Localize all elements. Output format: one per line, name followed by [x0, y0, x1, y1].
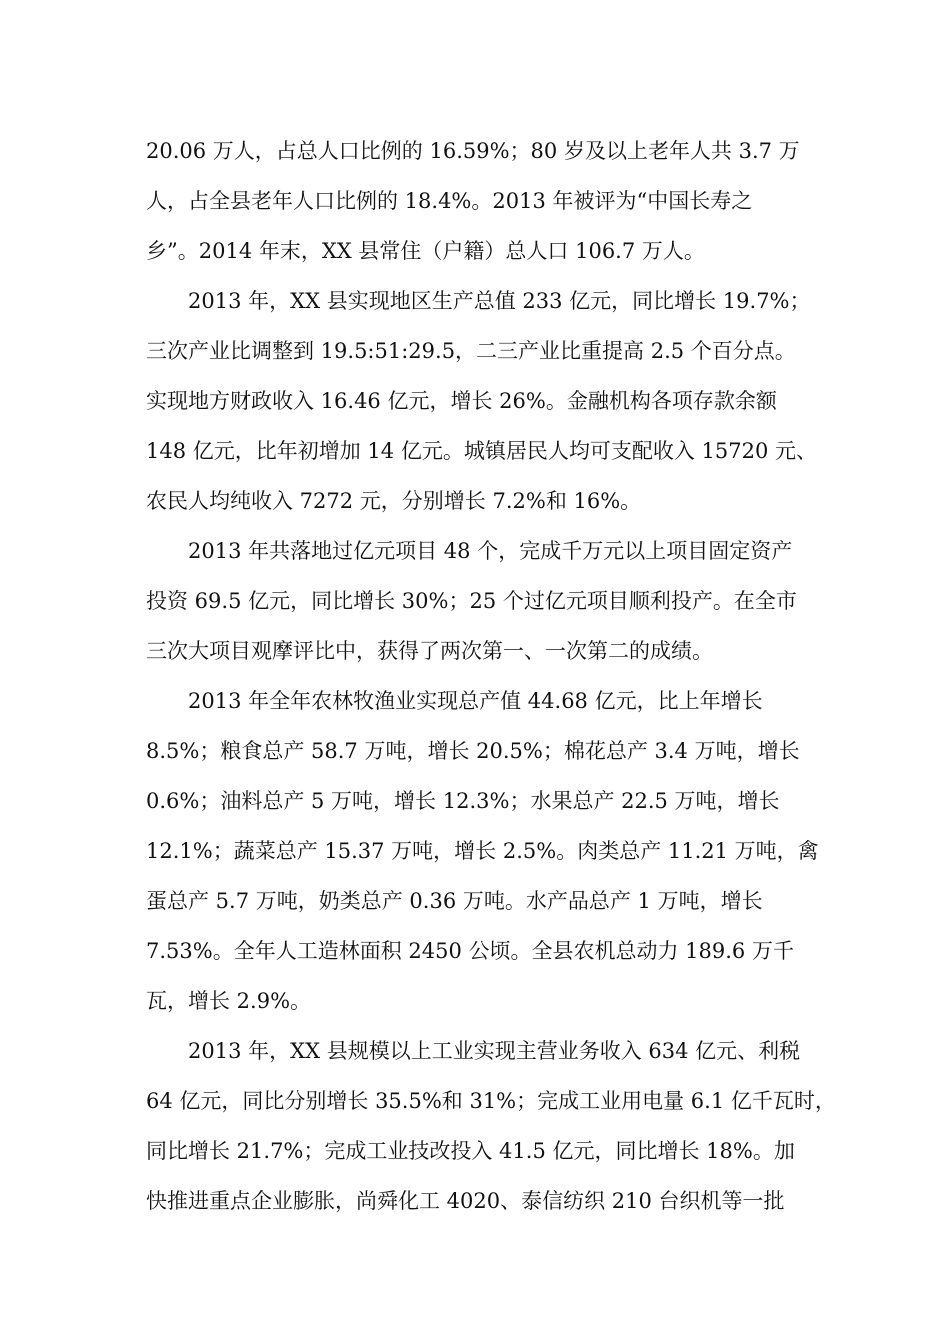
- text-line: 12.1%；蔬菜总产 15.37 万吨，增长 2.5%。肉类总产 11.21 万吨，禽: [146, 839, 819, 863]
- text-line: 三次产业比调整到 19.5:51:29.5，二三产业比重提高 2.5 个百分点。: [146, 339, 796, 363]
- text-line: 蛋总产 5.7 万吨，奶类总产 0.36 万吨。水产品总产 1 万吨，增长: [146, 889, 763, 913]
- text-line: 农民人均纯收入 7272 元，分别增长 7.2%和 16%。: [146, 489, 642, 513]
- text-line: 三次大项目观摩评比中，获得了两次第一、一次第二的成绩。: [146, 639, 713, 663]
- text-line: 2013 年，XX 县规模以上工业实现主营业务收入 634 亿元、利税: [188, 1039, 801, 1063]
- text-line: 0.6%；油料总产 5 万吨，增长 12.3%；水果总产 22.5 万吨，增长: [146, 789, 780, 813]
- text-line: 148 亿元，比年初增加 14 亿元。城镇居民人均可支配收入 15720 元、: [146, 439, 817, 463]
- text-line: 同比增长 21.7%；完成工业技改投入 41.5 亿元，同比增长 18%。加: [146, 1139, 795, 1163]
- text-line: 20.06 万人，占总人口比例的 16.59%；80 岁及以上老年人共 3.7 万: [146, 139, 800, 163]
- text-line: 投资 69.5 亿元，同比增长 30%；25 个过亿元项目顺利投产。在全市: [146, 589, 797, 613]
- text-line: 快推进重点企业膨胀，尚舜化工 4020、泰信纺织 210 台织机等一批: [146, 1189, 785, 1213]
- text-line: 人，占全县老年人口比例的 18.4%。2013 年被评为“中国长寿之: [146, 189, 753, 213]
- text-line: 8.5%；粮食总产 58.7 万吨，增长 20.5%；棉花总产 3.4 万吨，增长: [146, 739, 800, 763]
- text-line: 64 亿元，同比分别增长 35.5%和 31%；完成工业用电量 6.1 亿千瓦时，: [146, 1089, 836, 1113]
- text-line: 7.53%。全年人工造林面积 2450 公顷。全县农机总动力 189.6 万千: [146, 939, 794, 963]
- text-line: 实现地方财政收入 16.46 亿元，增长 26%。金融机构各项存款余额: [146, 389, 777, 413]
- text-line: 2013 年全年农林牧渔业实现总产值 44.68 亿元，比上年增长: [188, 689, 763, 713]
- text-line: 乡”。2014 年末，XX 县常住（户籍）总人口 106.7 万人。: [146, 239, 705, 263]
- text-line: 瓦，增长 2.9%。: [146, 989, 312, 1013]
- text-line: 2013 年，XX 县实现地区生产总值 233 亿元，同比增长 19.7%；: [188, 289, 811, 313]
- text-line: 2013 年共落地过亿元项目 48 个，完成千万元以上项目固定资产: [188, 539, 793, 563]
